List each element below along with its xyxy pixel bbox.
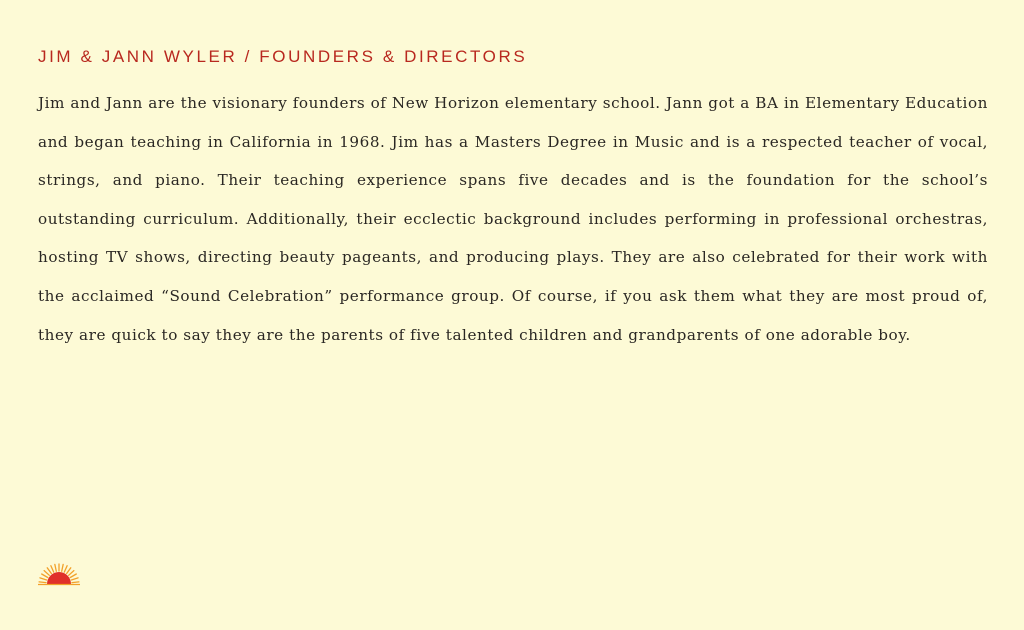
sun-ray [40,578,47,580]
sun-ray [39,582,46,583]
sun-ray [42,574,48,578]
sun-ray [44,571,49,576]
sun-ray [51,566,54,572]
sun-ray [69,571,74,576]
sun-ray [67,568,71,574]
sun-ray [70,574,76,578]
section-heading: JIM & JANN WYLER / FOUNDERS & DIRECTORS [38,47,528,66]
sun-ray [72,582,79,583]
sun-ray [55,564,56,571]
sun-ray [47,568,51,574]
sun-ray [62,564,63,571]
sunrise-icon [38,563,80,587]
sun-ray [71,578,78,580]
sun-ray [64,566,67,572]
body-paragraph: Jim and Jann are the visionary founders of New Horizon elementary school. Jann got a BA in Elementary Education and began teaching in California in 1968. Jim has a Masters Degree in Music and is a respected teacher of vocal, strings, and piano. Their teaching experience spans five decades and is the foundation for the school’s outstanding curriculum. Additionally, their ecclectic background includes performing in professional orchestras, hosting TV shows, directing beauty pageants, and producing plays. They are also celebrated for their work with the acclaimed “Sound Celebration” performance group. Of course, if you ask them what they are most proud of, they are quick to say they are the parents of five talented children and grandparents of one adorable boy. [38,94,988,344]
